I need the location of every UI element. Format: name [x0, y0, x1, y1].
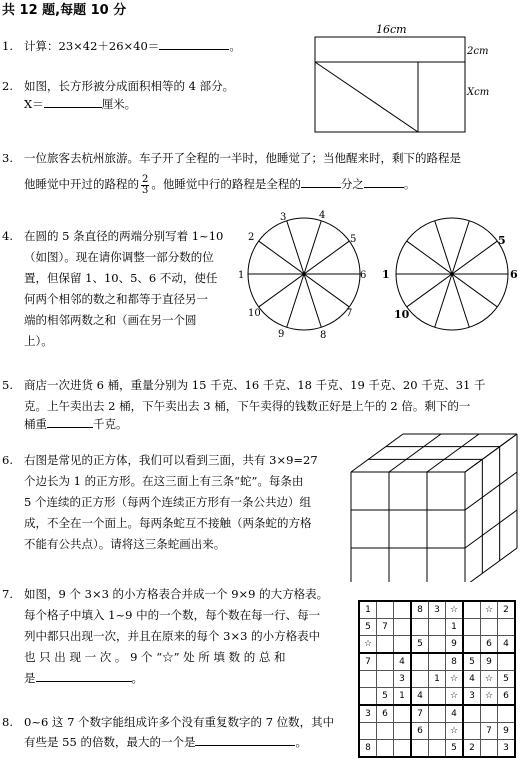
- q4-line: 上）。: [24, 334, 53, 348]
- q8-line1: 0~6 这 7 个数字能组成许多个没有重复数字的 7 位数，其中: [24, 715, 335, 729]
- q3-line1: 一位旅客去杭州旅游。车子开了全程的一半时，他睡觉了；当他醒来时，剩下的路程是: [24, 151, 461, 165]
- q6-line: 右图是常见的正方体，我们可以看到三面，共有 3×9=27: [24, 453, 318, 467]
- cube-edge: [351, 434, 403, 472]
- sudoku-cell[interactable]: [429, 619, 446, 636]
- sudoku-cell[interactable]: 8: [411, 601, 429, 619]
- sudoku-cell[interactable]: [411, 653, 429, 671]
- sudoku-cell[interactable]: 1: [429, 671, 446, 688]
- sudoku-cell[interactable]: 5: [359, 619, 377, 636]
- q4-circle1-label: 10: [248, 308, 261, 319]
- q4-number: 4.: [2, 229, 13, 243]
- q2-outer-rect: [315, 37, 465, 132]
- q2-x-label: Xcm: [467, 87, 490, 98]
- q2-number: 2.: [2, 79, 13, 93]
- sudoku-cell[interactable]: [411, 671, 429, 688]
- sudoku-cell[interactable]: 1: [446, 619, 464, 636]
- q1-suffix: 。: [229, 39, 241, 53]
- q5-line3: [24, 414, 128, 435]
- sudoku-cell[interactable]: [377, 740, 394, 758]
- sudoku-cell[interactable]: 4: [498, 636, 516, 654]
- q3-line2-b: 。他睡觉中行的路程是全程的: [151, 177, 301, 191]
- sudoku-cell[interactable]: [394, 601, 412, 619]
- sudoku-cell[interactable]: ☆: [446, 723, 464, 740]
- q5-line2: 克。上午卖出去 2 桶，下午卖出去 3 桶，下午卖得的钱数正好是上午的 2 倍。剩下的一: [24, 399, 471, 413]
- q2-answer-blank[interactable]: [44, 96, 102, 108]
- sudoku-cell[interactable]: 2: [498, 601, 516, 619]
- q5-number: 5.: [2, 378, 13, 392]
- q8-line2: [24, 732, 307, 753]
- sudoku-cell[interactable]: 5: [463, 653, 481, 671]
- q5-line1: 商店一次进货 6 桶，重量分别为 15 千克、16 千克、18 千克、19 千克、20 千克、31 千: [24, 378, 486, 392]
- q3-frac-den: 3: [142, 184, 149, 196]
- q7-line: 每个格子中填入 1~9 中的一个数，每个数在每一行、每一: [24, 608, 321, 622]
- sudoku-cell[interactable]: [429, 688, 446, 706]
- sudoku-row: [359, 619, 515, 636]
- q3-line2-a: 他睡觉中开过的路程的: [24, 177, 139, 191]
- sudoku-cell[interactable]: 7: [411, 705, 429, 723]
- sudoku-cell[interactable]: 5: [377, 688, 394, 706]
- sudoku-row: [359, 688, 515, 706]
- q6-text: [24, 450, 318, 555]
- q7-last-suffix: 。: [131, 671, 143, 685]
- q2-2cm-label: 2cm: [467, 46, 489, 57]
- q4-circle1-label: 3: [280, 212, 287, 223]
- sudoku-cell[interactable]: 9: [498, 723, 516, 740]
- sudoku-cell[interactable]: [498, 653, 516, 671]
- q7-sudoku-table: [358, 600, 516, 758]
- q8-line2-suffix: 。: [295, 735, 307, 749]
- q4-circle2-diameters: [396, 221, 508, 328]
- q1-prefix: 计算：23×42＋26×40＝: [24, 39, 160, 53]
- q7-line: 如图，9 个 3×3 的小方格表合并成一个 9×9 的大方格表。: [24, 587, 329, 601]
- q4-circle2-label: 5: [498, 234, 506, 247]
- q4-circle1-label: 4: [319, 210, 326, 221]
- q4-circle1-diameters: [248, 221, 360, 328]
- q7-last-line: [24, 668, 328, 689]
- q6-line: 不能有公共点）。请将这三条蛇画出来。: [24, 537, 226, 551]
- sudoku-cell[interactable]: [463, 636, 481, 654]
- q4-circle-numbered: [236, 208, 371, 343]
- q8-number: 8.: [2, 715, 13, 729]
- sudoku-row: [359, 723, 515, 740]
- sudoku-cell[interactable]: [429, 723, 446, 740]
- sudoku-cell[interactable]: 2: [463, 740, 481, 758]
- q6-cube-grid: [351, 434, 517, 582]
- sudoku-cell[interactable]: ☆: [359, 636, 377, 654]
- q8-line2-prefix: 有些是 55 的倍数，最大的一个是: [24, 735, 196, 749]
- q5-line3-prefix: 桶重: [24, 417, 47, 431]
- q4-circle2-label: 1: [382, 268, 390, 281]
- sudoku-cell[interactable]: 3: [498, 740, 516, 758]
- sudoku-cell[interactable]: 3: [359, 705, 377, 723]
- q7-number: 7.: [2, 587, 13, 601]
- sudoku-cell[interactable]: [394, 705, 412, 723]
- q2-rectangle-figure: [300, 20, 525, 135]
- sudoku-cell[interactable]: [429, 636, 446, 654]
- sudoku-cell[interactable]: [498, 705, 516, 723]
- sudoku-cell[interactable]: 8: [359, 740, 377, 758]
- q4-line: （如图）。现在请你调整一部分数的位: [24, 250, 214, 264]
- sudoku-cell[interactable]: [498, 619, 516, 636]
- q7-sudoku-grid: [358, 600, 509, 753]
- sudoku-cell[interactable]: 7: [359, 653, 377, 671]
- sudoku-cell[interactable]: [481, 740, 498, 758]
- sudoku-cell[interactable]: [394, 723, 412, 740]
- q2-line2-suffix: 厘米。: [101, 97, 137, 111]
- q3-line2-d: 。: [403, 177, 416, 191]
- sudoku-cell[interactable]: [394, 636, 412, 654]
- q7-text: [24, 584, 328, 689]
- q1-text: [24, 36, 241, 57]
- q8-answer-blank[interactable]: [195, 734, 295, 746]
- sudoku-cell[interactable]: [481, 705, 498, 723]
- sudoku-cell[interactable]: 6: [481, 636, 498, 654]
- sudoku-cell[interactable]: 5: [446, 740, 464, 758]
- q1-number: 1.: [2, 39, 13, 53]
- q7-line: 列中都只出现一次，并且在原来的每个 3×3 的小方格表中: [24, 629, 321, 643]
- q3-number: 3.: [2, 151, 13, 165]
- sudoku-cell[interactable]: [463, 619, 481, 636]
- sudoku-cell[interactable]: 8: [446, 653, 464, 671]
- cube-edge: [389, 434, 441, 472]
- q2-width-label: 16cm: [376, 23, 407, 36]
- sudoku-row: [359, 601, 515, 619]
- sudoku-cell[interactable]: ☆: [481, 671, 498, 688]
- sudoku-cell[interactable]: [429, 740, 446, 758]
- sudoku-cell[interactable]: 9: [446, 636, 464, 654]
- cube-edge: [427, 434, 479, 472]
- q6-line: 5 个连续的正方形（每两个连续正方形有一条公共边）组: [24, 495, 311, 509]
- cube-edge: [465, 472, 517, 510]
- sudoku-cell[interactable]: 4: [394, 653, 412, 671]
- sudoku-cell[interactable]: 9: [481, 653, 498, 671]
- q1-answer-blank[interactable]: [159, 38, 229, 50]
- sudoku-cell[interactable]: 5: [498, 671, 516, 688]
- sudoku-cell[interactable]: 4: [463, 671, 481, 688]
- q4-circle1-label: 6: [360, 270, 367, 281]
- q4-line: 端的相邻两数之和（画在另一个圆: [24, 313, 197, 327]
- sudoku-cell[interactable]: 3: [429, 601, 446, 619]
- sudoku-cell[interactable]: [377, 653, 394, 671]
- q4-circle1-label: 5: [350, 234, 357, 245]
- sudoku-cell[interactable]: 6: [377, 705, 394, 723]
- q6-cube-figure: [345, 430, 525, 582]
- sudoku-cell[interactable]: ☆: [446, 601, 464, 619]
- q7-answer-blank[interactable]: [36, 670, 132, 682]
- q4-circle1-label: 8: [320, 330, 327, 341]
- sudoku-cell[interactable]: [463, 723, 481, 740]
- sudoku-row: [359, 636, 515, 654]
- sudoku-cell[interactable]: [377, 723, 394, 740]
- sudoku-cell[interactable]: [463, 601, 481, 619]
- q2-line2-prefix: X＝: [24, 97, 44, 111]
- sudoku-cell[interactable]: [429, 705, 446, 723]
- sudoku-cell[interactable]: 1: [394, 688, 412, 706]
- q2-line2: [24, 94, 136, 115]
- sudoku-cell[interactable]: 1: [359, 601, 377, 619]
- sudoku-cell[interactable]: [377, 601, 394, 619]
- q4-line: 置，但保留 1、10、5、6 不动，使任: [24, 271, 218, 285]
- sudoku-cell[interactable]: [411, 619, 429, 636]
- q4-line: 在圆的 5 条直径的两端分别写着 1~10: [24, 229, 224, 243]
- cube-edge: [465, 434, 517, 472]
- q6-number: 6.: [2, 453, 13, 467]
- q4-circle1-label: 2: [248, 232, 255, 243]
- q4-text: [24, 226, 223, 352]
- q4-circle2-label: 6: [510, 268, 518, 281]
- sudoku-row: [359, 671, 515, 688]
- sudoku-cell[interactable]: 6: [411, 723, 429, 740]
- q3-line2-c: 分之: [340, 177, 364, 191]
- q3-line2: [24, 174, 415, 196]
- q3-blank-2[interactable]: [364, 176, 404, 188]
- sudoku-cell[interactable]: ☆: [481, 601, 498, 619]
- sudoku-cell[interactable]: ☆: [446, 671, 464, 688]
- sudoku-cell[interactable]: ☆: [446, 688, 464, 706]
- q4-circle1-label: 9: [278, 329, 285, 340]
- sudoku-cell[interactable]: [481, 619, 498, 636]
- cube-edge: [465, 510, 517, 548]
- sudoku-cell[interactable]: 3: [463, 688, 481, 706]
- sudoku-cell[interactable]: [411, 740, 429, 758]
- sudoku-cell[interactable]: [359, 688, 377, 706]
- q5-line3-suffix: 千克。: [93, 417, 128, 431]
- q4-circle1-label: 7: [346, 308, 353, 319]
- q7-line: 也 只 出 现 一 次 。 9 个 “☆” 处 所 填 数 的 总 和: [24, 650, 286, 664]
- q3-frac-num: 2: [142, 173, 149, 185]
- q5-answer-blank[interactable]: [47, 416, 93, 428]
- q7-last-prefix: 是: [24, 671, 36, 685]
- sudoku-cell[interactable]: [394, 740, 412, 758]
- q4-circle2-label: 10: [394, 308, 410, 321]
- q6-line: 个边长为 1 的正方形。在这三面上有三条“蛇”。每条由: [24, 474, 304, 488]
- sudoku-cell[interactable]: [359, 671, 377, 688]
- q4-circle-blank: [376, 208, 525, 343]
- sudoku-row: [359, 740, 515, 758]
- sudoku-cell[interactable]: ☆: [481, 688, 498, 706]
- q2-diagonal-line: [315, 62, 418, 132]
- q4-line: 何两个相邻的数之和都等于直径另一: [24, 292, 208, 306]
- sudoku-cell[interactable]: 4: [411, 688, 429, 706]
- q6-line: 成，不全在一个面上。每两条蛇互不接触（两条蛇的方格: [24, 516, 312, 530]
- sudoku-cell[interactable]: 3: [394, 671, 412, 688]
- sudoku-cell[interactable]: 6: [498, 688, 516, 706]
- q4-circle1-label: 1: [238, 270, 245, 281]
- q3-fraction: [141, 175, 149, 196]
- sudoku-cell[interactable]: [359, 723, 377, 740]
- sudoku-cell[interactable]: 7: [377, 619, 394, 636]
- sudoku-cell[interactable]: [377, 636, 394, 654]
- sudoku-row: [359, 705, 515, 723]
- sudoku-cell[interactable]: [377, 671, 394, 688]
- q3-blank-1[interactable]: [301, 176, 341, 188]
- sudoku-cell[interactable]: 4: [446, 705, 464, 723]
- page-title: 共 12 题,每题 10 分: [2, 3, 127, 18]
- sudoku-cell[interactable]: [429, 653, 446, 671]
- q2-line1: 如图，长方形被分成面积相等的 4 部分。: [24, 79, 235, 93]
- sudoku-cell[interactable]: 7: [481, 723, 498, 740]
- sudoku-cell[interactable]: [394, 619, 412, 636]
- sudoku-cell[interactable]: 5: [411, 636, 429, 654]
- sudoku-row: [359, 653, 515, 671]
- sudoku-cell[interactable]: [463, 705, 481, 723]
- cube-edge: [465, 548, 517, 582]
